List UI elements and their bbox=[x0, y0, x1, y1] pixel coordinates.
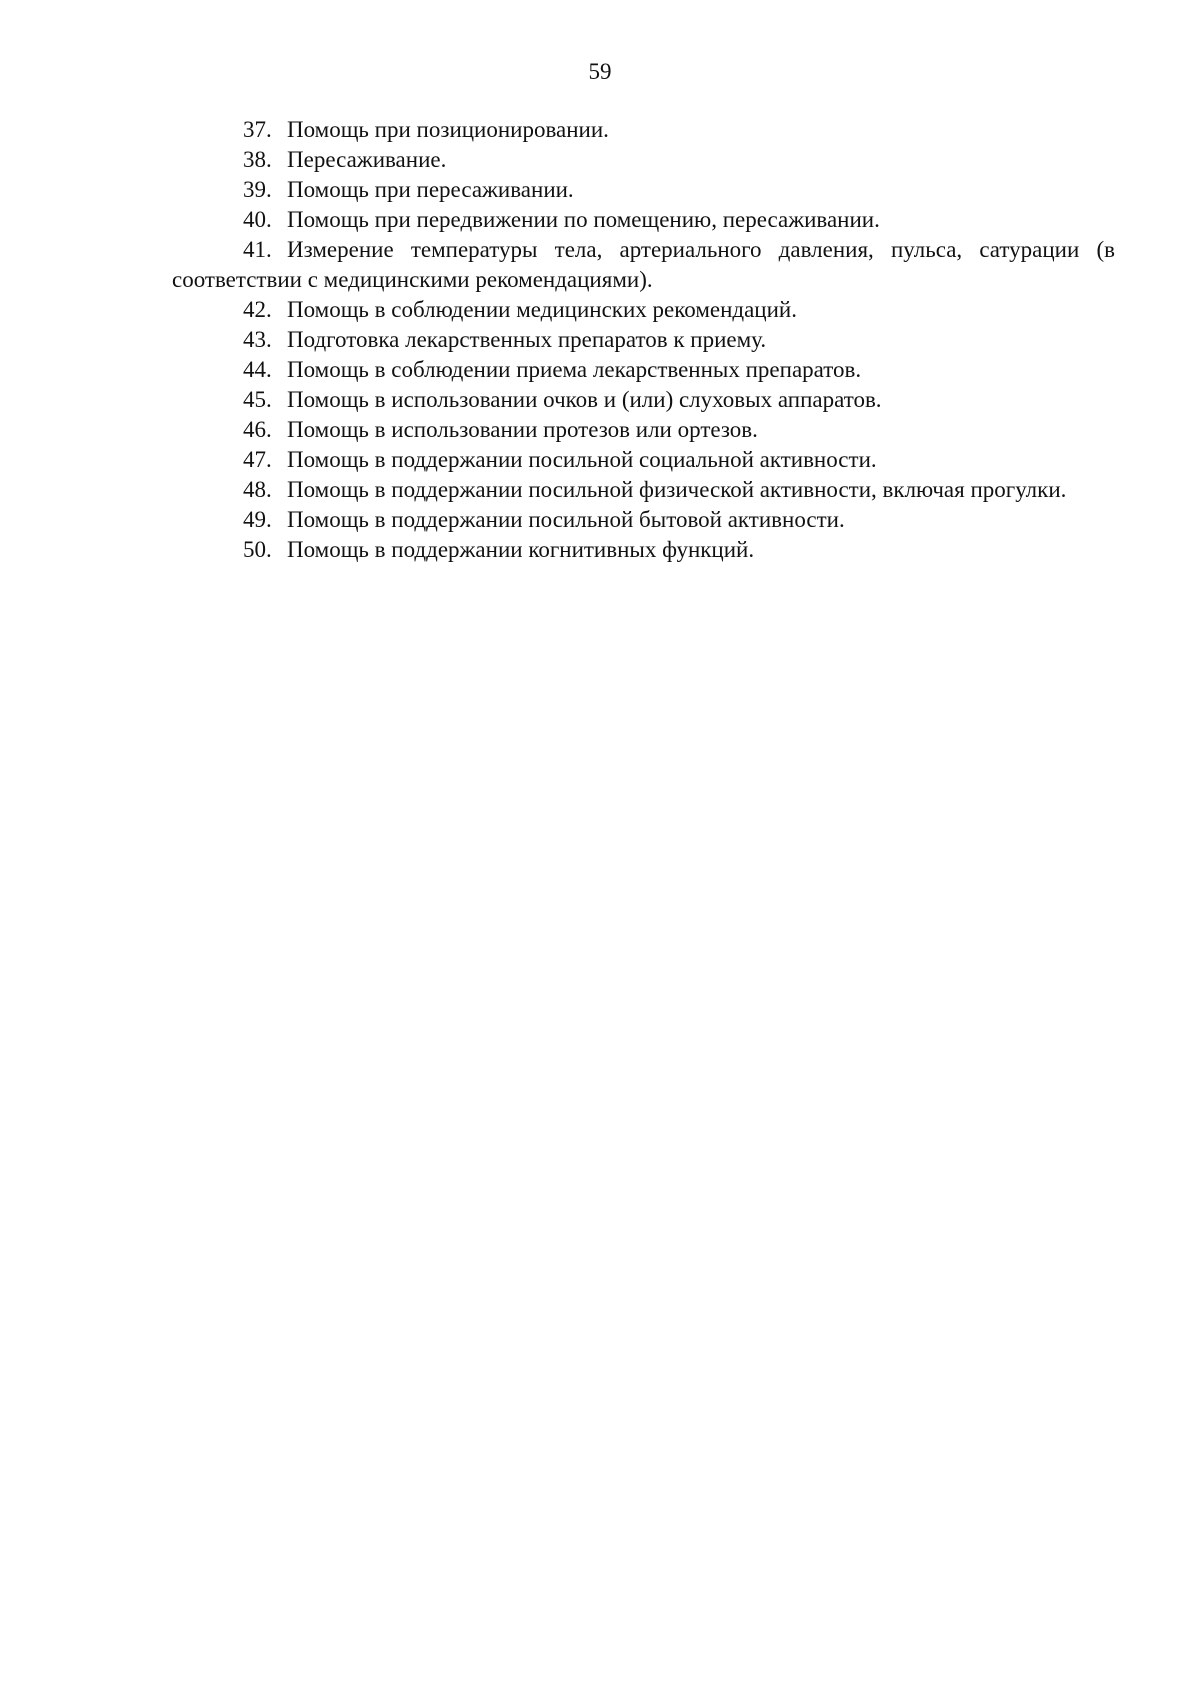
list-item-number: 48. bbox=[243, 477, 272, 502]
list-item-number: 37. bbox=[243, 117, 272, 142]
list-item-text: Помощь в соблюдении медицинских рекомендаций. bbox=[287, 297, 797, 322]
list-item-text: Помощь в поддержании посильной бытовой активности. bbox=[287, 507, 845, 532]
list-item-number: 46. bbox=[243, 417, 272, 442]
list-item-number: 40. bbox=[243, 207, 272, 232]
list-item bbox=[172, 505, 1115, 535]
list-item-text: Помощь в использовании очков и (или) слуховых аппаратов. bbox=[287, 387, 882, 412]
list-item-text: Помощь в поддержании посильной социальной активности. bbox=[287, 447, 877, 472]
list-item bbox=[172, 355, 1115, 385]
list-item-number: 42. bbox=[243, 297, 272, 322]
list-item-number: 38. bbox=[243, 147, 272, 172]
list-item-text: Пересаживание. bbox=[287, 147, 447, 172]
list-item-number: 47. bbox=[243, 447, 272, 472]
list-item-text: Помощь при пересаживании. bbox=[287, 177, 574, 202]
list-item-text: Помощь при передвижении по помещению, пересаживании. bbox=[287, 207, 880, 232]
list-item-number: 39. bbox=[243, 177, 272, 202]
list-content bbox=[172, 115, 1115, 565]
list-item bbox=[172, 475, 1115, 505]
list-item-text: Измерение температуры тела, артериального давления, пульса, сатурации (в соответствии с медицинскими рекомендациями). bbox=[172, 237, 1115, 292]
list-item-text: Помощь в поддержании посильной физической активности, включая прогулки. bbox=[287, 477, 1067, 502]
list-item bbox=[172, 145, 1115, 175]
list-item-number: 43. bbox=[243, 327, 272, 352]
list-item bbox=[172, 295, 1115, 325]
list-item-text: Помощь в использовании протезов или ортезов. bbox=[287, 417, 758, 442]
list-item bbox=[172, 385, 1115, 415]
list-item bbox=[172, 175, 1115, 205]
list-item-text: Помощь при позиционировании. bbox=[287, 117, 609, 142]
list-item bbox=[172, 205, 1115, 235]
list-item bbox=[172, 115, 1115, 145]
page-number: 59 bbox=[588, 59, 612, 84]
list-item-text: Помощь в соблюдении приема лекарственных препаратов. bbox=[287, 357, 862, 382]
list-item-number: 44. bbox=[243, 357, 272, 382]
list-item bbox=[172, 535, 1115, 565]
list-item bbox=[172, 325, 1115, 355]
list-item-text: Помощь в поддержании когнитивных функций. bbox=[287, 537, 755, 562]
list-item-number: 50. bbox=[243, 537, 272, 562]
list-item bbox=[172, 235, 1115, 295]
list-item-number: 45. bbox=[243, 387, 272, 412]
list-item-number: 49. bbox=[243, 507, 272, 532]
list-item bbox=[172, 445, 1115, 475]
list-item-text: Подготовка лекарственных препаратов к приему. bbox=[287, 327, 767, 352]
list-item-number: 41. bbox=[243, 237, 272, 262]
list-item bbox=[172, 415, 1115, 445]
